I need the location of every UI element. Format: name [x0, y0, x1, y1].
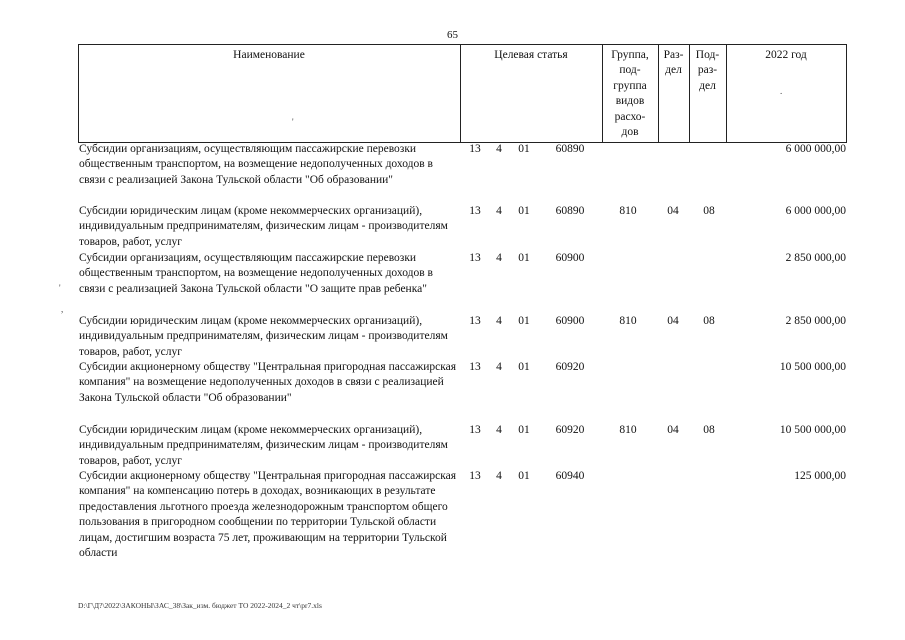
scan-mark: ,: [61, 304, 64, 314]
row-code-4: 60940: [555, 470, 585, 482]
row-code-2: 4: [496, 205, 502, 217]
table-header: [78, 44, 847, 143]
scan-mark: ': [292, 117, 294, 127]
row-amount: 2 850 000,00: [785, 315, 846, 327]
row-code-1: 13: [469, 143, 481, 155]
row-name: Субсидии юридическим лицам (кроме некоммерческих организаций), индивидуальным предпринимателям, физическим лицам - производителям товаров, работ, услуг: [79, 315, 448, 358]
row-name: Субсидии юридическим лицам (кроме некоммерческих организаций), индивидуальным предпринимателям, физическим лицам - производителям товаров, работ, услуг: [79, 205, 448, 248]
row-section: 04: [667, 424, 679, 436]
row-code-2: 4: [496, 470, 502, 482]
row-name: Субсидии акционерному обществу "Центральная пригородная пассажирская компания" на возмещение недополученных доходов в связи с реализацией Закона Тульской области "Об образовании": [79, 361, 457, 404]
scan-mark: .: [780, 86, 783, 96]
row-group: 810: [619, 315, 637, 327]
row-code-2: 4: [496, 361, 502, 373]
row-name: Субсидии юридическим лицам (кроме некоммерческих организаций), индивидуальным предпринимателям, физическим лицам - производителям товаров, работ, услуг: [79, 424, 448, 467]
row-section: 04: [667, 315, 679, 327]
row-name: Субсидии организациям, осуществляющим пассажирские перевозки общественным транспортом, на возмещение недополученных доходов в связи с реализацией Закона Тульской области "Об образовании": [79, 143, 433, 186]
row-code-2: 4: [496, 252, 502, 264]
header-expense-group: Группа, под- группа видов расхо- дов: [611, 49, 649, 139]
row-group: 810: [619, 205, 637, 217]
row-code-4: 60920: [555, 424, 585, 436]
row-amount: 10 500 000,00: [779, 424, 846, 436]
row-code-3: 01: [518, 143, 530, 155]
row-group: 810: [619, 424, 637, 436]
row-code-1: 13: [469, 252, 481, 264]
row-amount: 10 500 000,00: [779, 361, 846, 373]
row-code-1: 13: [469, 470, 481, 482]
scan-mark: ': [59, 283, 61, 293]
row-subsection: 08: [703, 424, 715, 436]
row-code-3: 01: [518, 205, 530, 217]
column-divider: [846, 45, 847, 142]
row-name: Субсидии организациям, осуществляющим пассажирские перевозки общественным транспортом, на возмещение недополученных доходов в связи с реализацией Закона Тульской области "О защите прав ребенка": [79, 252, 433, 295]
row-code-1: 13: [469, 424, 481, 436]
row-code-2: 4: [496, 143, 502, 155]
row-amount: 6 000 000,00: [785, 205, 846, 217]
row-amount: 6 000 000,00: [785, 143, 846, 155]
header-year: 2022 год: [765, 49, 807, 61]
row-code-2: 4: [496, 424, 502, 436]
row-code-3: 01: [518, 252, 530, 264]
row-subsection: 08: [703, 205, 715, 217]
row-code-4: 60900: [555, 315, 585, 327]
header-name: Наименование: [233, 49, 305, 61]
row-code-3: 01: [518, 315, 530, 327]
file-path-footer: D:\Г\Д?\2022\ЗАКОНЫ\ЗАС_38\Зак_изм. бюджет ТО 2022-2024_2 чт\pr7.xls: [78, 601, 322, 610]
row-code-1: 13: [469, 361, 481, 373]
row-name: Субсидии акционерному обществу "Центральная пригородная пассажирская компания" на компенсацию потерь в доходах, возникающих в результате предоставления льготного проезда железнодорожным транспортом общего пользования в пригородном сообщении по территории Тульской области лицам, достигшим возраста 75 лет, проживающим на территории Тульской области: [79, 470, 457, 560]
row-code-3: 01: [518, 424, 530, 436]
row-code-4: 60890: [555, 143, 585, 155]
row-code-3: 01: [518, 470, 530, 482]
row-amount: 2 850 000,00: [785, 252, 846, 264]
row-code-4: 60900: [555, 252, 585, 264]
row-code-1: 13: [469, 315, 481, 327]
row-code-1: 13: [469, 205, 481, 217]
row-subsection: 08: [703, 315, 715, 327]
row-code-2: 4: [496, 315, 502, 327]
header-target-article: Целевая статья: [494, 49, 568, 61]
row-code-4: 60890: [555, 205, 585, 217]
row-amount: 125 000,00: [794, 470, 846, 482]
header-subsection: Под- раз- дел: [695, 49, 720, 92]
row-code-3: 01: [518, 361, 530, 373]
row-code-4: 60920: [555, 361, 585, 373]
row-section: 04: [667, 205, 679, 217]
page-number: 65: [447, 29, 458, 41]
header-section: Раз- дел: [663, 49, 684, 77]
